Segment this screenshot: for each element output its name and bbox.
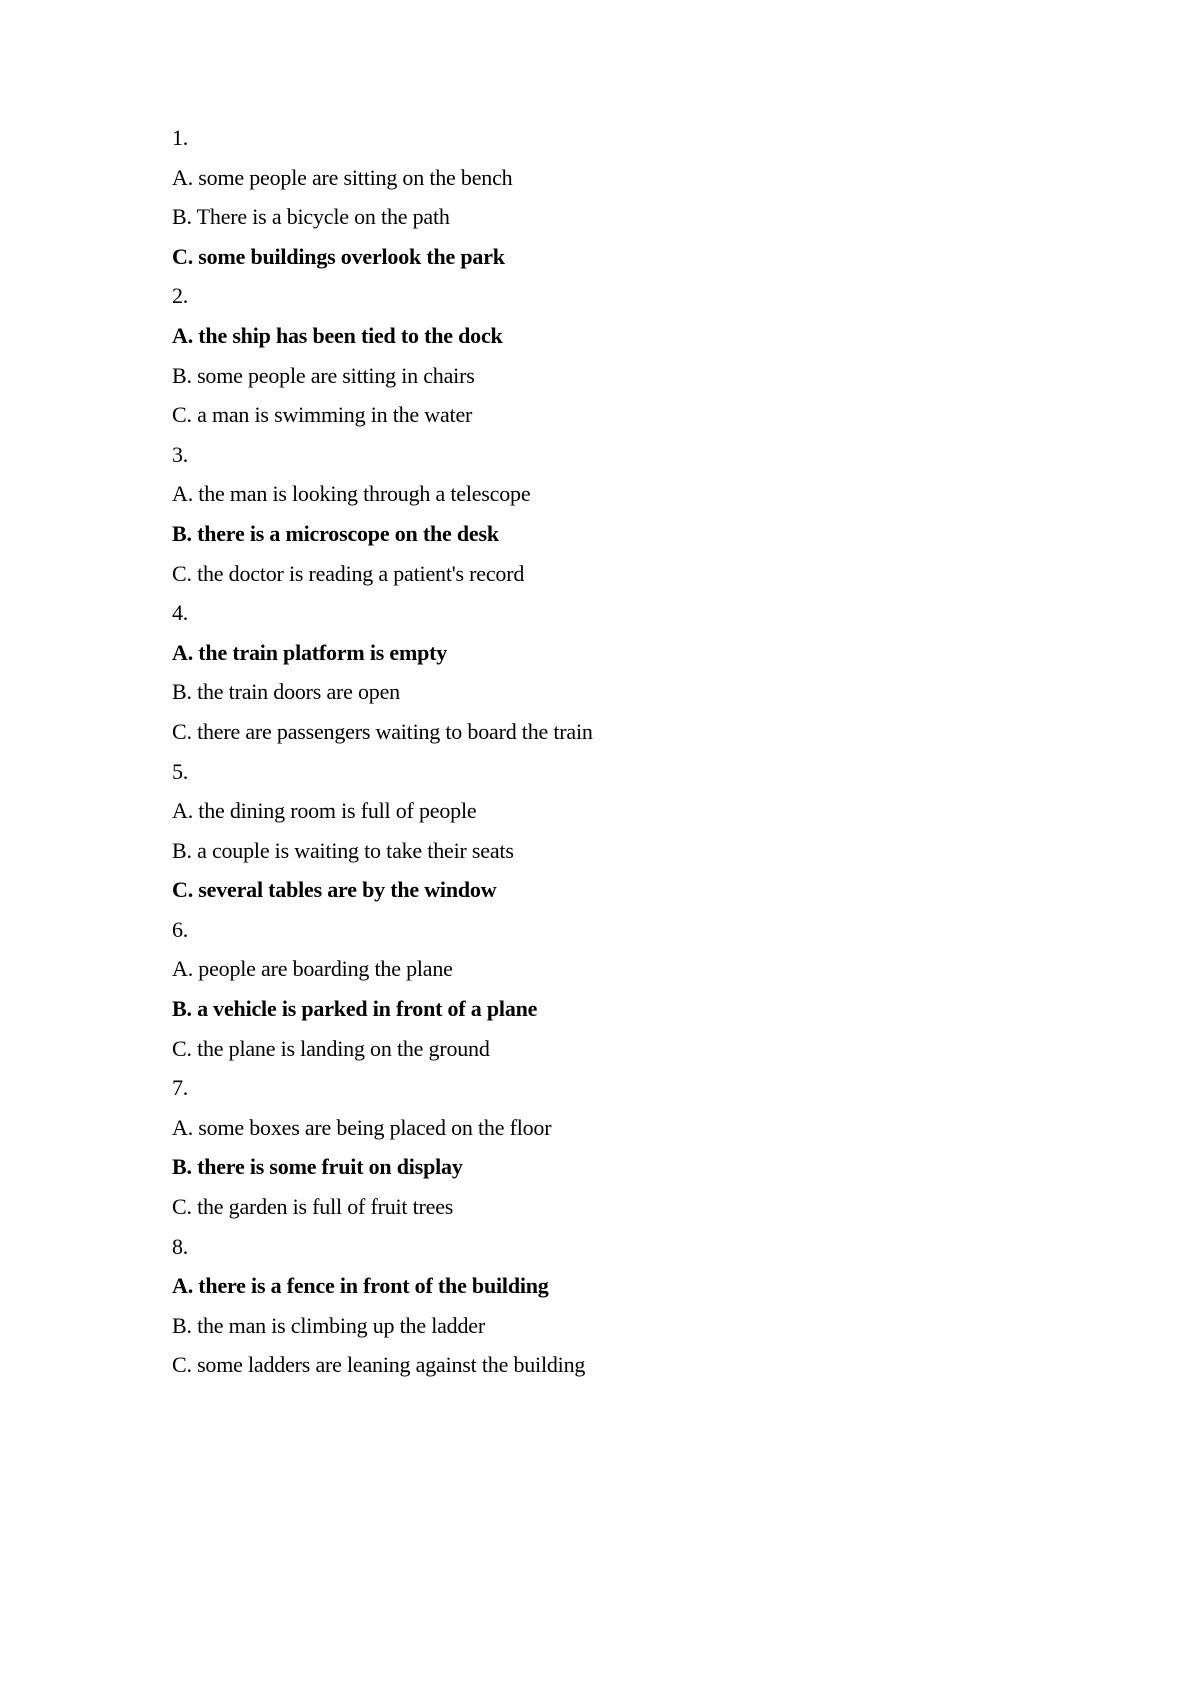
answer-option: C. the plane is landing on the ground: [172, 1035, 490, 1061]
answer-option: A. some boxes are being placed on the floor: [172, 1114, 552, 1140]
answer-option: A. some people are sitting on the bench: [172, 164, 513, 190]
answer-option: B. a couple is waiting to take their seats: [172, 837, 514, 863]
answer-option: A. the man is looking through a telescope: [172, 481, 531, 507]
correct-answer-option: B. there is a microscope on the desk: [172, 520, 499, 546]
question-number: 8.: [172, 1233, 189, 1259]
question-list: [172, 118, 1072, 1385]
answer-option: B. the man is climbing up the ladder: [172, 1312, 485, 1338]
answer-option: B. the train doors are open: [172, 679, 400, 705]
question-number: 1.: [172, 125, 189, 150]
correct-answer-option: C. several tables are by the window: [172, 877, 497, 903]
correct-answer-option: B. there is some fruit on display: [172, 1154, 463, 1180]
correct-answer-option: B. a vehicle is parked in front of a plane: [172, 996, 538, 1022]
question-number: 6.: [172, 916, 189, 942]
answer-option: C. some ladders are leaning against the building: [172, 1352, 586, 1378]
answer-option: A. people are boarding the plane: [172, 956, 453, 982]
answer-option: C. there are passengers waiting to board the train: [172, 718, 593, 744]
answer-option: C. the garden is full of fruit trees: [172, 1194, 454, 1220]
question-number: 5.: [172, 758, 189, 784]
correct-answer-option: A. the train platform is empty: [172, 639, 448, 665]
correct-answer-option: A. there is a fence in front of the building: [172, 1273, 549, 1299]
question-number: 2.: [172, 283, 189, 309]
answer-option: A. the dining room is full of people: [172, 798, 477, 824]
answer-option: B. some people are sitting in chairs: [172, 362, 475, 388]
answer-option: C. the doctor is reading a patient's record: [172, 560, 525, 586]
question-number: 3.: [172, 441, 189, 467]
question-number: 4.: [172, 600, 189, 626]
answer-option: C. a man is swimming in the water: [172, 402, 473, 428]
answer-option: B. There is a bicycle on the path: [172, 204, 450, 230]
correct-answer-option: A. the ship has been tied to the dock: [172, 322, 503, 348]
question-number: 7.: [172, 1075, 189, 1101]
correct-answer-option: C. some buildings overlook the park: [172, 243, 505, 269]
